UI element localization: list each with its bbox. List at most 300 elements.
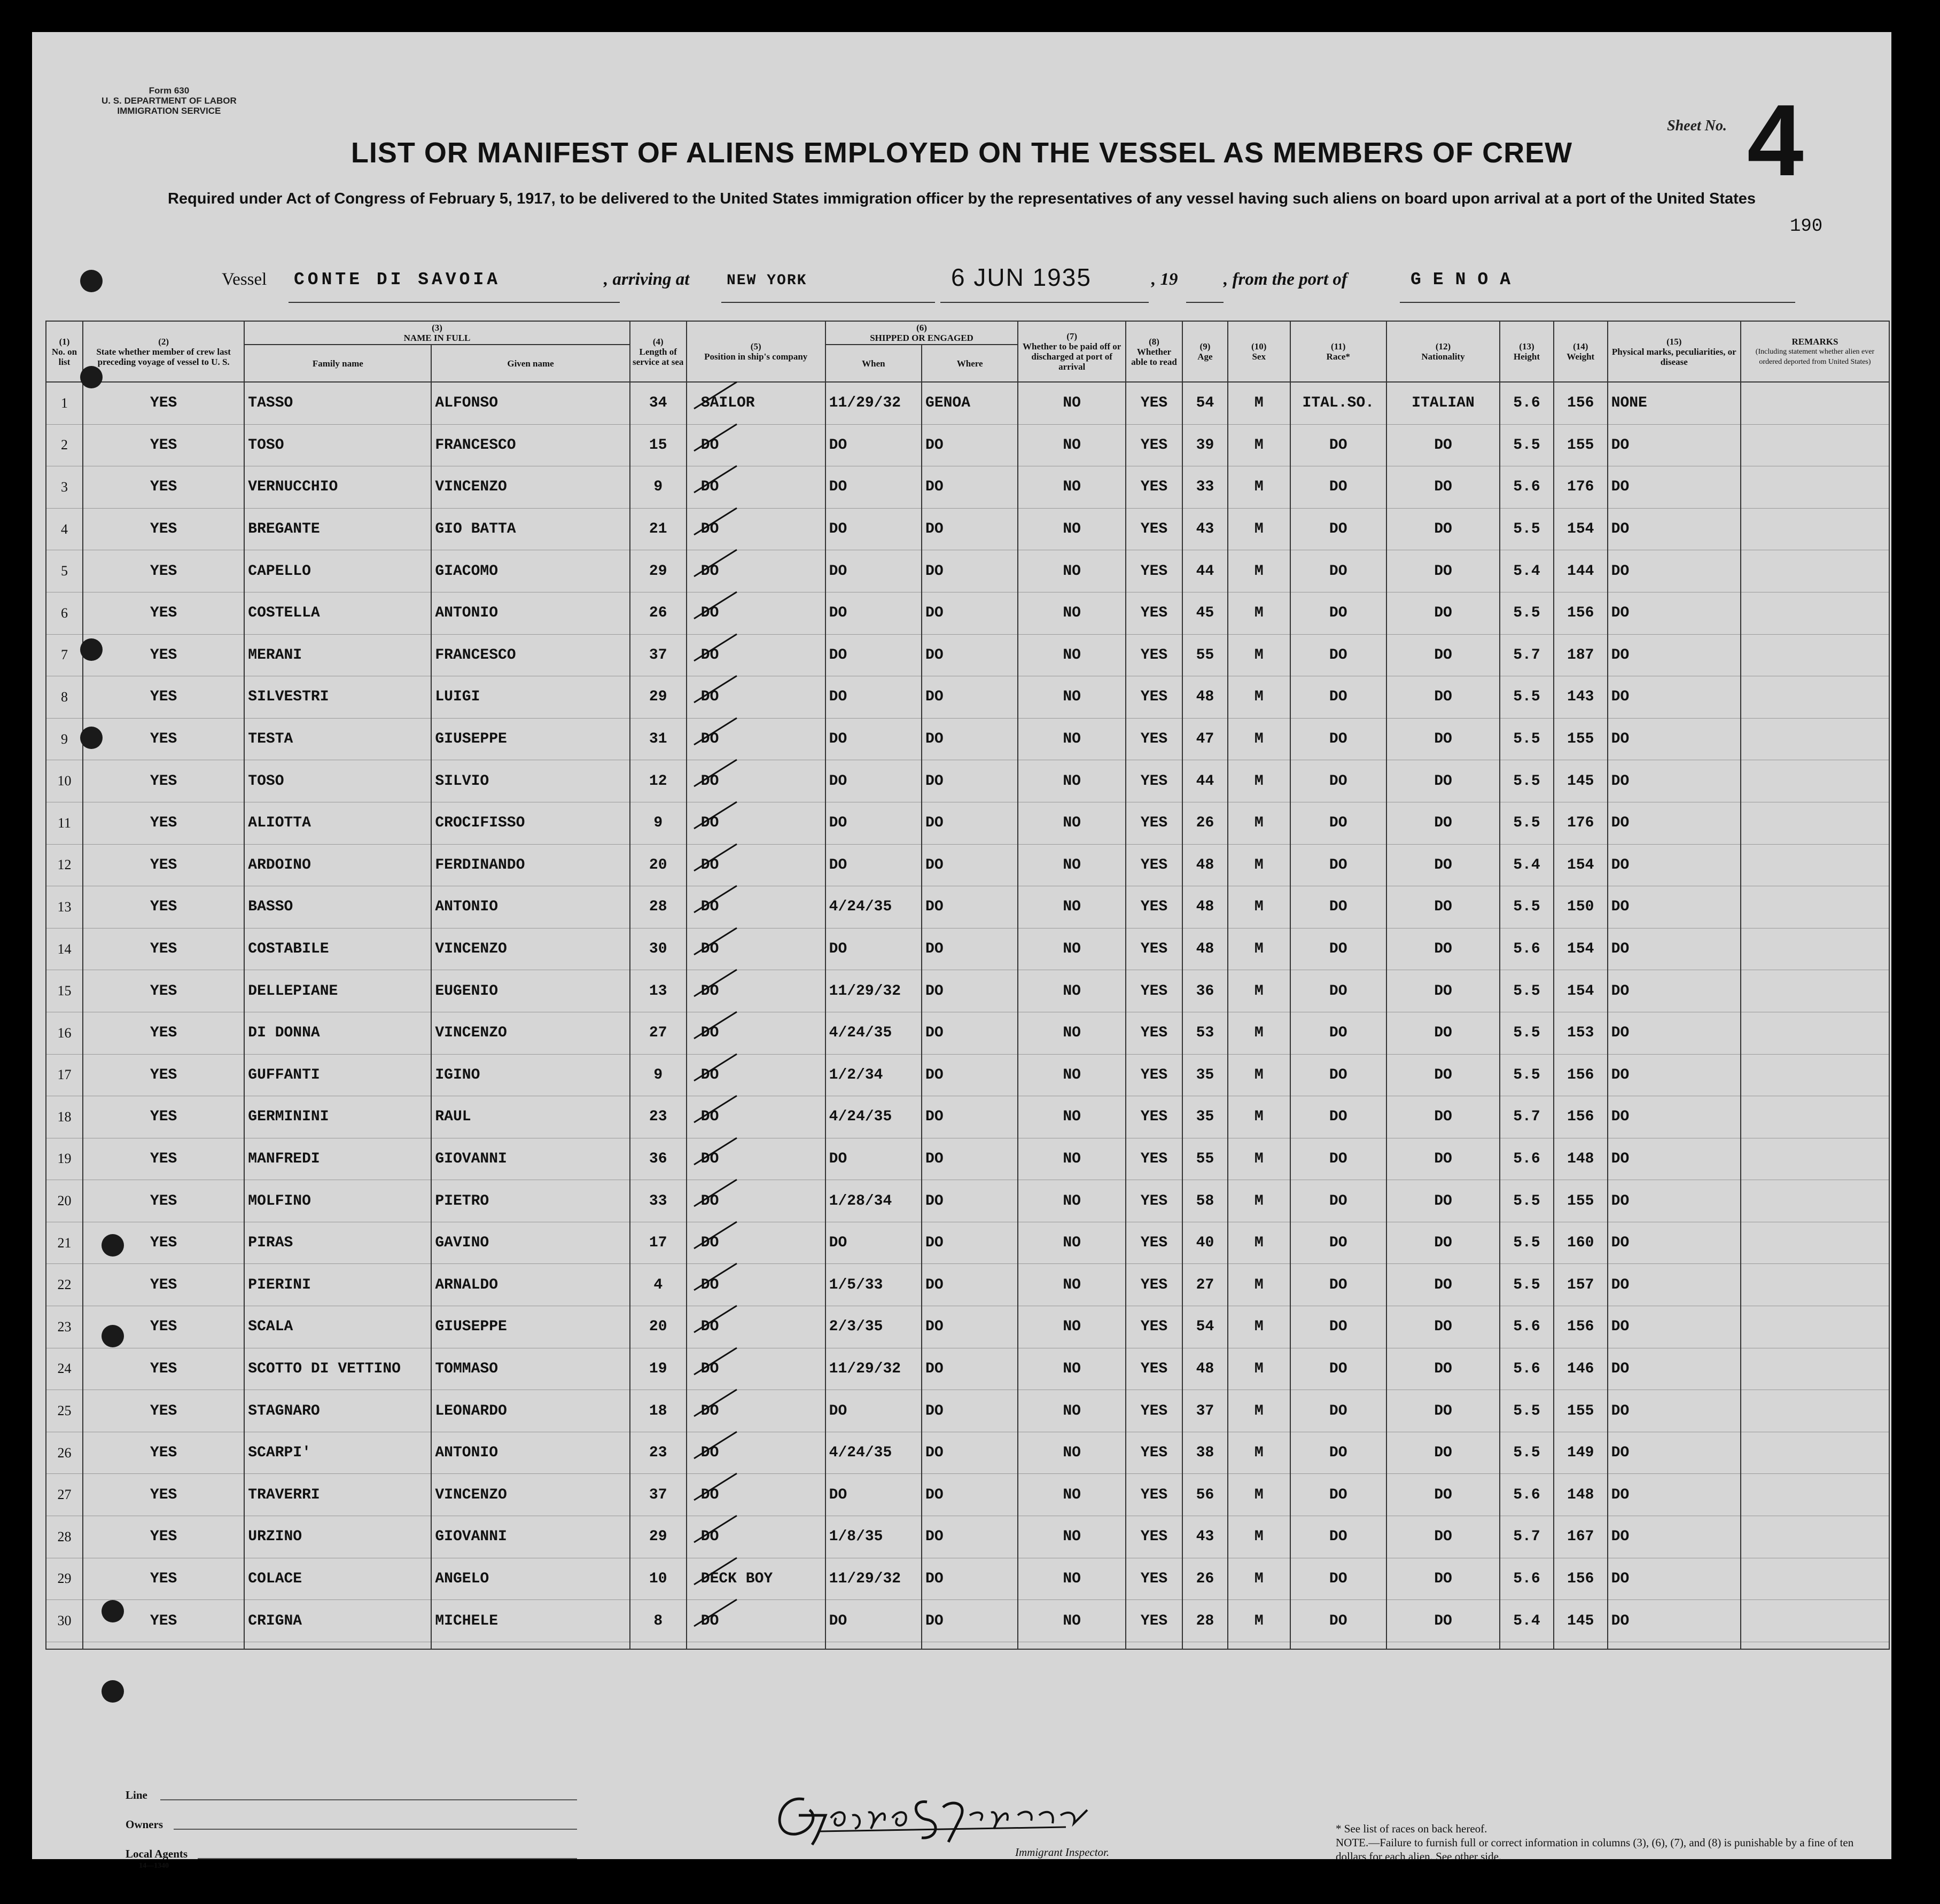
paid-off-cell: NO (1018, 1558, 1126, 1600)
shipped-where-cell: DO (922, 1222, 1018, 1264)
given-name-cell: ALFONSO (431, 382, 629, 424)
family-name-cell: BASSO (244, 886, 431, 928)
form-identifier (102, 85, 237, 116)
nationality-cell: DO (1386, 508, 1500, 550)
row-number-cell: 23 (46, 1306, 83, 1348)
given-name-cell: GIUSEPPE (431, 718, 629, 760)
row-number-cell: 26 (46, 1432, 83, 1474)
table-row (46, 1096, 1889, 1138)
col-position-header: (5) Position in ship's company (687, 321, 825, 382)
remarks-cell (1741, 424, 1889, 466)
height-cell: 5.5 (1500, 1264, 1554, 1306)
race-cell: DO (1290, 928, 1386, 970)
shipped-where-cell: DO (922, 1516, 1018, 1558)
paid-off-cell: NO (1018, 886, 1126, 928)
paid-off-cell: NO (1018, 1138, 1126, 1180)
paid-off-cell: NO (1018, 1012, 1126, 1054)
race-cell: DO (1290, 1390, 1386, 1432)
able-to-read-cell: YES (1126, 1558, 1182, 1600)
height-cell: 5.5 (1500, 1432, 1554, 1474)
shipped-where-cell: DO (922, 1432, 1018, 1474)
race-cell: DO (1290, 466, 1386, 509)
crew-manifest-table (45, 321, 1890, 1650)
shipped-when-cell: 11/29/32 (825, 970, 922, 1012)
height-cell: 5.6 (1500, 928, 1554, 970)
position-cell (687, 928, 825, 970)
remarks-cell (1741, 928, 1889, 970)
age-cell: 28 (1182, 1600, 1228, 1642)
sex-cell: M (1228, 1138, 1290, 1180)
position-cell (687, 424, 825, 466)
age-cell: 40 (1182, 1222, 1228, 1264)
owners-rule (174, 1829, 577, 1830)
weight-cell: 154 (1554, 970, 1608, 1012)
length-of-service-cell: 28 (630, 886, 687, 928)
col-height-header: (13) Height (1500, 321, 1554, 382)
able-to-read-cell: YES (1126, 1348, 1182, 1390)
position-text: DO (700, 1445, 719, 1462)
remarks-cell (1741, 886, 1889, 928)
sex-cell: M (1228, 1516, 1290, 1558)
row-number-cell: 25 (46, 1390, 83, 1432)
remarks-cell (1741, 676, 1889, 719)
nationality-cell: DO (1386, 550, 1500, 592)
age-cell: 45 (1182, 592, 1228, 634)
able-to-read-cell: YES (1126, 592, 1182, 634)
paid-off-cell: NO (1018, 466, 1126, 509)
physical-marks-cell: DO (1608, 550, 1741, 592)
position-text: DO (700, 1276, 719, 1293)
paid-off-cell: NO (1018, 592, 1126, 634)
weight-cell: 149 (1554, 1432, 1608, 1474)
able-to-read-cell: YES (1126, 382, 1182, 424)
paid-off-cell: NO (1018, 676, 1126, 719)
paid-off-cell: NO (1018, 424, 1126, 466)
position-text: DO (700, 1025, 719, 1042)
remarks-cell (1741, 844, 1889, 886)
arrival-port: NEW YORK (727, 272, 807, 289)
length-of-service-cell: 30 (630, 928, 687, 970)
sex-cell: M (1228, 970, 1290, 1012)
remarks-cell (1741, 970, 1889, 1012)
shipped-where-cell: DO (922, 424, 1018, 466)
able-to-read-cell: YES (1126, 1180, 1182, 1222)
position-text: SAILOR (700, 395, 755, 412)
race-cell: DO (1290, 634, 1386, 676)
height-cell: 5.5 (1500, 1054, 1554, 1096)
nationality-cell: DO (1386, 1012, 1500, 1054)
previous-voyage-cell: YES (83, 1516, 244, 1558)
shipped-where-cell: DO (922, 1390, 1018, 1432)
given-name-cell: GAVINO (431, 1222, 629, 1264)
race-cell: DO (1290, 1600, 1386, 1642)
position-cell (687, 634, 825, 676)
sex-cell: M (1228, 508, 1290, 550)
table-row (46, 382, 1889, 424)
height-cell: 5.5 (1500, 424, 1554, 466)
physical-marks-cell: DO (1608, 1054, 1741, 1096)
family-name-cell: SILVESTRI (244, 676, 431, 719)
remarks-cell (1741, 382, 1889, 424)
weight-cell: 156 (1554, 1306, 1608, 1348)
previous-voyage-cell: YES (83, 1096, 244, 1138)
physical-marks-cell: DO (1608, 1222, 1741, 1264)
family-name-cell: BREGANTE (244, 508, 431, 550)
length-of-service-cell: 12 (630, 760, 687, 802)
family-name-cell: SCALA (244, 1306, 431, 1348)
col-previous-voyage-header: (2) State whether member of crew last preceding voyage of vessel to U. S. (83, 321, 244, 382)
weight-cell: 187 (1554, 634, 1608, 676)
position-cell (687, 550, 825, 592)
port-underline (721, 302, 935, 303)
footnote-penalty: NOTE.—Failure to furnish full or correct information in columns (3), (6), (7), and (8) is punishable by a fine of ten dollars for each alien. See other side. (1336, 1836, 1854, 1863)
family-name-cell: CRIGNA (244, 1600, 431, 1642)
row-number-cell: 2 (46, 424, 83, 466)
able-to-read-cell: YES (1126, 1054, 1182, 1096)
nationality-cell: DO (1386, 1306, 1500, 1348)
local-agents-label: Local Agents (126, 1847, 188, 1860)
weight-cell: 156 (1554, 1096, 1608, 1138)
age-cell: 54 (1182, 382, 1228, 424)
remarks-cell (1741, 760, 1889, 802)
row-number-cell: 28 (46, 1516, 83, 1558)
previous-voyage-cell: YES (83, 1138, 244, 1180)
row-number-cell: 6 (46, 592, 83, 634)
previous-voyage-cell: YES (83, 634, 244, 676)
family-name-cell: STAGNARO (244, 1390, 431, 1432)
position-cell (687, 466, 825, 509)
position-text: DO (700, 563, 719, 580)
sex-cell: M (1228, 1306, 1290, 1348)
remarks-cell (1741, 1474, 1889, 1516)
length-of-service-cell: 9 (630, 802, 687, 844)
height-cell: 5.6 (1500, 1306, 1554, 1348)
physical-marks-cell: DO (1608, 970, 1741, 1012)
able-to-read-cell: YES (1126, 886, 1182, 928)
punch-hole (80, 727, 103, 749)
age-cell: 35 (1182, 1096, 1228, 1138)
given-name-cell: RAUL (431, 1096, 629, 1138)
row-number-cell: 14 (46, 928, 83, 970)
col-where-header: Where (922, 345, 1018, 382)
previous-voyage-cell: YES (83, 424, 244, 466)
given-name-cell: LEONARDO (431, 1390, 629, 1432)
position-text: DO (700, 731, 719, 748)
shipped-when-cell: DO (825, 718, 922, 760)
able-to-read-cell: YES (1126, 1390, 1182, 1432)
family-name-cell: ALIOTTA (244, 802, 431, 844)
shipped-where-cell: DO (922, 802, 1018, 844)
family-name-cell: COLACE (244, 1558, 431, 1600)
race-cell: DO (1290, 1558, 1386, 1600)
shipped-when-cell: DO (825, 1222, 922, 1264)
able-to-read-cell: YES (1126, 676, 1182, 719)
table-header (46, 321, 1889, 382)
given-name-cell: EUGENIO (431, 970, 629, 1012)
line-label: Line (126, 1789, 147, 1801)
position-text: DO (700, 1486, 719, 1503)
table-row (46, 844, 1889, 886)
shipped-where-cell: DO (922, 760, 1018, 802)
age-cell: 56 (1182, 1474, 1228, 1516)
remarks-cell (1741, 1138, 1889, 1180)
family-name-cell: MANFREDI (244, 1138, 431, 1180)
family-name-cell: PIERINI (244, 1264, 431, 1306)
table-row (46, 1264, 1889, 1306)
punch-hole (102, 1600, 124, 1622)
row-number-cell: 18 (46, 1096, 83, 1138)
length-of-service-cell: 8 (630, 1600, 687, 1642)
previous-voyage-cell: YES (83, 760, 244, 802)
given-name-cell: ANTONIO (431, 1432, 629, 1474)
age-cell: 43 (1182, 508, 1228, 550)
col-when-header: When (825, 345, 922, 382)
form-number: Form 630 (149, 85, 190, 96)
shipped-where-cell: DO (922, 844, 1018, 886)
sex-cell: M (1228, 1012, 1290, 1054)
paid-off-cell: NO (1018, 1306, 1126, 1348)
row-number-cell: 30 (46, 1600, 83, 1642)
able-to-read-cell: YES (1126, 1432, 1182, 1474)
remarks-cell (1741, 1432, 1889, 1474)
paid-off-cell: NO (1018, 1600, 1126, 1642)
shipped-when-cell: 11/29/32 (825, 1558, 922, 1600)
paid-off-cell: NO (1018, 382, 1126, 424)
weight-cell: 155 (1554, 424, 1608, 466)
weight-cell: 146 (1554, 1348, 1608, 1390)
remarks-cell (1741, 1180, 1889, 1222)
physical-marks-cell: DO (1608, 1558, 1741, 1600)
race-cell: DO (1290, 592, 1386, 634)
weight-cell: 176 (1554, 466, 1608, 509)
physical-marks-cell: DO (1608, 466, 1741, 509)
given-name-cell: PIETRO (431, 1180, 629, 1222)
able-to-read-cell: YES (1126, 844, 1182, 886)
position-text: DO (700, 1612, 719, 1629)
previous-voyage-cell: YES (83, 718, 244, 760)
shipped-when-cell: 1/5/33 (825, 1264, 922, 1306)
given-name-cell: FRANCESCO (431, 424, 629, 466)
height-cell: 5.5 (1500, 1222, 1554, 1264)
family-name-cell: MOLFINO (244, 1180, 431, 1222)
length-of-service-cell: 26 (630, 592, 687, 634)
table-row (46, 1306, 1889, 1348)
nationality-cell: DO (1386, 802, 1500, 844)
sheet-number: 4 (1747, 84, 1804, 197)
position-text: DO (700, 899, 719, 916)
sex-cell: M (1228, 844, 1290, 886)
year-underline (1186, 302, 1224, 303)
previous-voyage-cell: YES (83, 1264, 244, 1306)
table-row (46, 1012, 1889, 1054)
remarks-cell (1741, 718, 1889, 760)
manifest-page (32, 32, 1891, 1870)
sex-cell: M (1228, 760, 1290, 802)
length-of-service-cell: 23 (630, 1432, 687, 1474)
position-cell (687, 1348, 825, 1390)
height-cell: 5.6 (1500, 1348, 1554, 1390)
family-name-cell: TASSO (244, 382, 431, 424)
footnote (1336, 1822, 1859, 1863)
shipped-where-cell: DO (922, 466, 1018, 509)
paid-off-cell: NO (1018, 1222, 1126, 1264)
inspector-label: Immigrant Inspector. (1015, 1846, 1110, 1859)
service-name: IMMIGRATION SERVICE (117, 106, 221, 116)
col-marks-header: (15) Physical marks, peculiarities, or disease (1608, 321, 1741, 382)
nationality-cell: DO (1386, 676, 1500, 719)
shipped-when-cell: DO (825, 550, 922, 592)
table-row (46, 1348, 1889, 1390)
paid-off-cell: NO (1018, 1180, 1126, 1222)
sex-cell: M (1228, 1180, 1290, 1222)
table-row (46, 1390, 1889, 1432)
shipped-when-cell: 11/29/32 (825, 382, 922, 424)
position-cell (687, 676, 825, 719)
shipped-where-cell: DO (922, 1012, 1018, 1054)
punch-hole (80, 638, 103, 661)
length-of-service-cell: 13 (630, 970, 687, 1012)
family-name-cell: VERNUCCHIO (244, 466, 431, 509)
length-of-service-cell: 21 (630, 508, 687, 550)
given-name-cell: ANTONIO (431, 886, 629, 928)
family-name-cell: PIRAS (244, 1222, 431, 1264)
race-cell: DO (1290, 844, 1386, 886)
paid-off-cell: NO (1018, 508, 1126, 550)
paid-off-cell: NO (1018, 1348, 1126, 1390)
able-to-read-cell: YES (1126, 1012, 1182, 1054)
length-of-service-cell: 33 (630, 1180, 687, 1222)
shipped-when-cell: 2/3/35 (825, 1306, 922, 1348)
length-of-service-cell: 29 (630, 676, 687, 719)
sex-cell: M (1228, 634, 1290, 676)
weight-cell: 155 (1554, 718, 1608, 760)
previous-voyage-cell: YES (83, 466, 244, 509)
position-text: DO (700, 1109, 719, 1126)
shipped-when-cell: DO (825, 1390, 922, 1432)
table-row (46, 1474, 1889, 1516)
height-cell: 5.5 (1500, 1180, 1554, 1222)
position-text: DO (700, 1360, 719, 1377)
previous-voyage-cell: YES (83, 802, 244, 844)
length-of-service-cell: 27 (630, 1012, 687, 1054)
shipped-when-cell: DO (825, 802, 922, 844)
race-cell: DO (1290, 970, 1386, 1012)
position-text: DO (700, 605, 719, 622)
col-weight-header: (14) Weight (1554, 321, 1608, 382)
shipped-where-cell: DO (922, 970, 1018, 1012)
position-text: DECK BOY (700, 1570, 773, 1587)
table-row (46, 1222, 1889, 1264)
able-to-read-cell: YES (1126, 466, 1182, 509)
previous-voyage-cell: YES (83, 970, 244, 1012)
remarks-cell (1741, 1390, 1889, 1432)
shipped-where-cell: DO (922, 550, 1018, 592)
height-cell: 5.6 (1500, 1474, 1554, 1516)
agents-form-number: 14—1340 (139, 1862, 169, 1870)
race-cell: DO (1290, 1180, 1386, 1222)
given-name-cell: ARNALDO (431, 1264, 629, 1306)
shipped-where-cell: DO (922, 1264, 1018, 1306)
sex-cell: M (1228, 886, 1290, 928)
length-of-service-cell: 29 (630, 550, 687, 592)
position-text: DO (700, 1528, 719, 1546)
position-cell (687, 1390, 825, 1432)
length-of-service-cell: 15 (630, 424, 687, 466)
weight-cell: 154 (1554, 928, 1608, 970)
shipped-where-cell: DO (922, 676, 1018, 719)
given-name-cell: GIOVANNI (431, 1138, 629, 1180)
table-row (46, 1432, 1889, 1474)
shipped-where-cell: DO (922, 1054, 1018, 1096)
remarks-cell (1741, 550, 1889, 592)
age-cell: 48 (1182, 1348, 1228, 1390)
race-cell: DO (1290, 802, 1386, 844)
length-of-service-cell: 20 (630, 1306, 687, 1348)
remarks-cell (1741, 592, 1889, 634)
row-number-cell: 1 (46, 382, 83, 424)
physical-marks-cell: DO (1608, 1390, 1741, 1432)
physical-marks-cell: DO (1608, 1600, 1741, 1642)
position-cell (687, 508, 825, 550)
able-to-read-cell: YES (1126, 1474, 1182, 1516)
height-cell: 5.5 (1500, 760, 1554, 802)
sex-cell: M (1228, 466, 1290, 509)
position-text: DO (700, 436, 719, 454)
previous-voyage-cell: YES (83, 1390, 244, 1432)
previous-voyage-cell: YES (83, 550, 244, 592)
nationality-cell: DO (1386, 1474, 1500, 1516)
paid-off-cell: NO (1018, 844, 1126, 886)
age-cell: 36 (1182, 970, 1228, 1012)
height-cell: 5.7 (1500, 1516, 1554, 1558)
able-to-read-cell: YES (1126, 634, 1182, 676)
age-cell: 44 (1182, 550, 1228, 592)
height-cell: 5.6 (1500, 1558, 1554, 1600)
shipped-where-cell: DO (922, 1180, 1018, 1222)
able-to-read-cell: YES (1126, 1516, 1182, 1558)
row-number-cell: 8 (46, 676, 83, 719)
age-cell: 55 (1182, 634, 1228, 676)
col-shipped-header: (6) SHIPPED OR ENGAGED (825, 321, 1018, 345)
col-age-header: (9) Age (1182, 321, 1228, 382)
col-read-header: (8) Whether able to read (1126, 321, 1182, 382)
age-cell: 33 (1182, 466, 1228, 509)
nationality-cell: DO (1386, 718, 1500, 760)
age-cell: 35 (1182, 1054, 1228, 1096)
race-cell: DO (1290, 1306, 1386, 1348)
shipped-where-cell: DO (922, 634, 1018, 676)
nationality-cell: DO (1386, 1432, 1500, 1474)
weight-cell: 167 (1554, 1516, 1608, 1558)
weight-cell: 145 (1554, 760, 1608, 802)
row-number-cell: 20 (46, 1180, 83, 1222)
shipped-where-cell: DO (922, 1306, 1018, 1348)
col-service-header: (4) Length of service at sea (630, 321, 687, 382)
family-name-cell: COSTABILE (244, 928, 431, 970)
shipped-when-cell: DO (825, 1600, 922, 1642)
height-cell: 5.5 (1500, 592, 1554, 634)
col-nationality-header: (12) Nationality (1386, 321, 1500, 382)
length-of-service-cell: 20 (630, 844, 687, 886)
given-name-cell: GIO BATTA (431, 508, 629, 550)
age-cell: 27 (1182, 1264, 1228, 1306)
previous-voyage-cell: YES (83, 1054, 244, 1096)
family-name-cell: SCARPI' (244, 1432, 431, 1474)
race-cell: DO (1290, 886, 1386, 928)
height-cell: 5.7 (1500, 634, 1554, 676)
nationality-cell: DO (1386, 1096, 1500, 1138)
race-cell: DO (1290, 1264, 1386, 1306)
